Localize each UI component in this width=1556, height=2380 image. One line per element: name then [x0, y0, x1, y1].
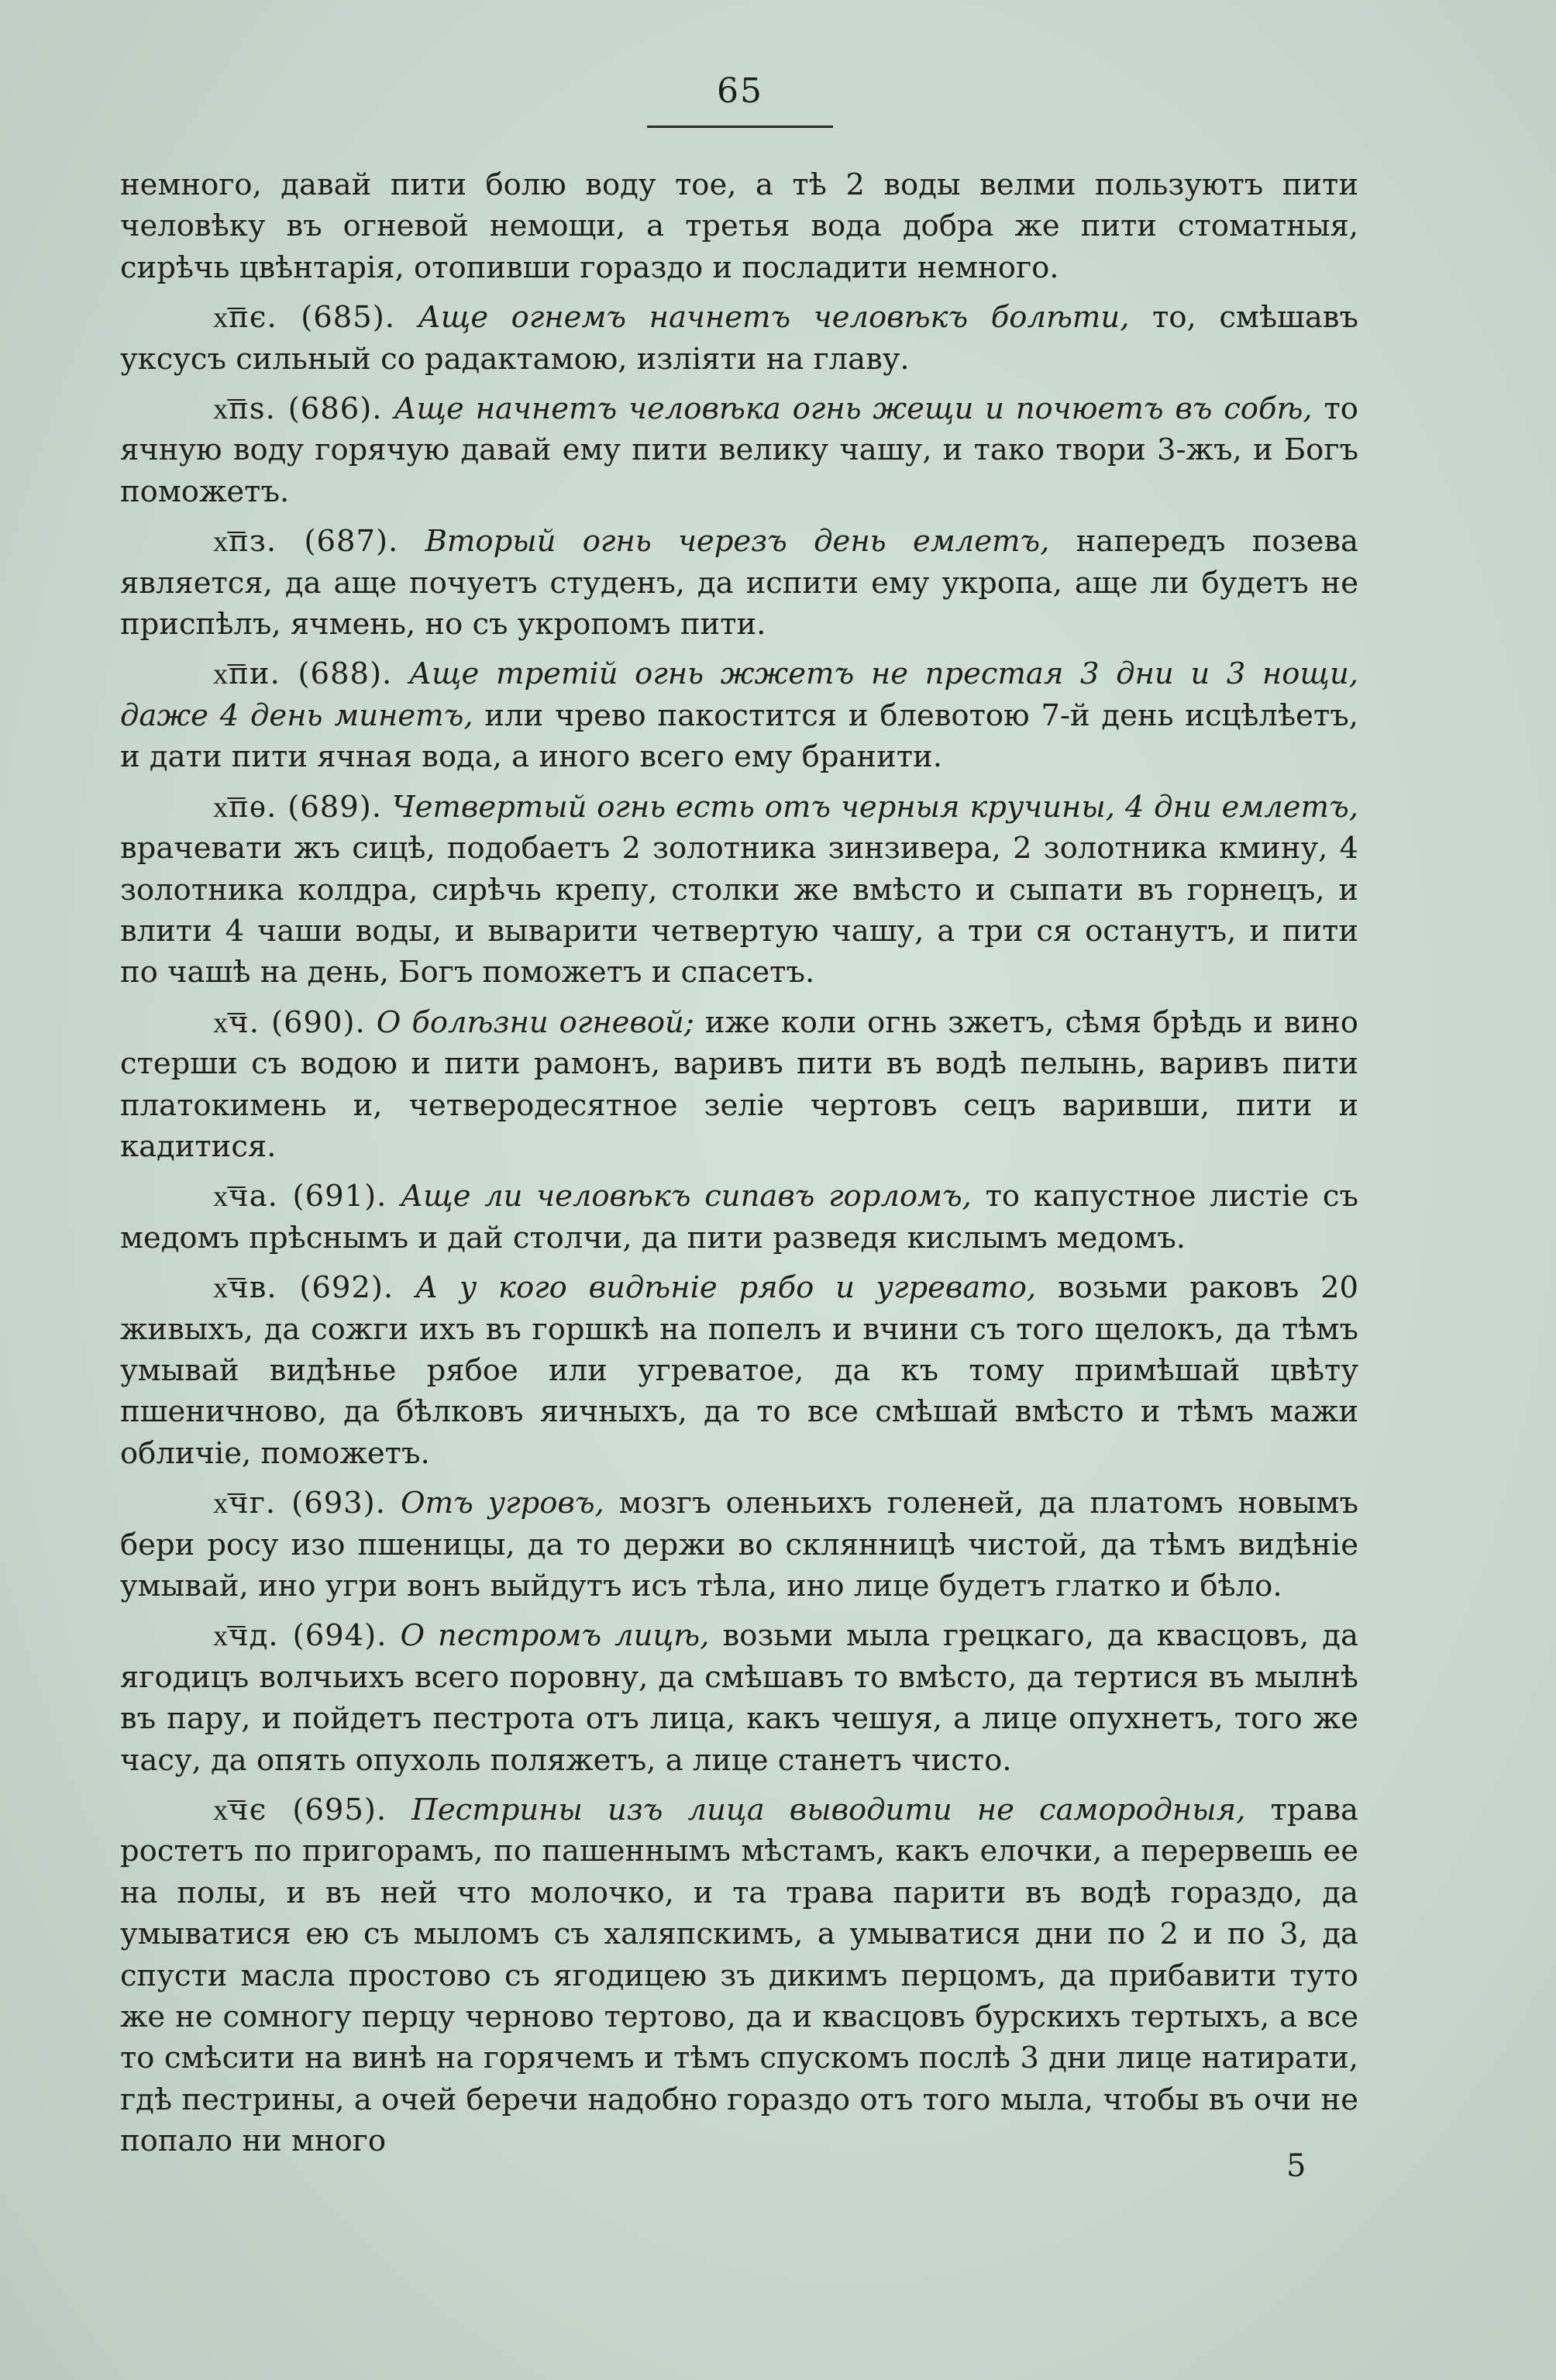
entry-number: х͞чг. (693). — [213, 1486, 386, 1521]
entry-number: х͞пѕ. (686). — [213, 391, 383, 427]
entry-text: то ячную воду горячую давай ему пити велику чашу, и тако твори 3-жъ, и Богъ поможетъ. — [120, 391, 1358, 509]
entry-686 — [120, 388, 1358, 512]
entry-heading: О пестромъ лицѣ, — [400, 1618, 710, 1654]
entry-heading: Вторый огнь черезъ день емлетъ, — [425, 524, 1050, 560]
entry-number: х͞ч. (690). — [213, 1004, 366, 1040]
entry-690 — [120, 1002, 1358, 1168]
entry-685 — [120, 297, 1358, 380]
entry-694 — [120, 1615, 1358, 1781]
entry-number: х͞чв. (692). — [213, 1270, 394, 1306]
entry-693 — [120, 1483, 1358, 1607]
header-rule — [647, 126, 833, 128]
entry-number: х͞пз. (687). — [213, 524, 399, 560]
entry-text: или чрево пакостится и блевотою 7-й день исцѣлѣетъ, и дати пити ячная вода, а иного всего ему бранити. — [120, 697, 1358, 775]
entry-heading: Пестрины изъ лица выводити не самородныя, — [411, 1793, 1246, 1828]
entry-text: трава ростетъ по пригорамъ, по пашеннымъ мѣстамъ, какъ елочки, а перервешь ее на полы, и въ ней что молочко, и та трава парити въ водѣ гораздо, да умыватися ею съ мыломъ съ халяпскимъ, а умыватися дни по 2 и по 3, да спусти масла простово съ ягодицею зъ дикимъ перцомъ, да прибавити туто же не сомногу перцу черново тертово, да и квасцовъ бурскихъ тертыхъ, а все то смѣсити на винѣ на горячемъ и тѣмъ спускомъ послѣ 3 дни лице натирати, гдѣ пестрины, а очей беречи надобно гораздо отъ того мыла, чтобы въ очи не попало ни много — [120, 1793, 1358, 2159]
entry-number: х͞чд. (694). — [213, 1618, 387, 1654]
entry-text: то капустное листіе съ медомъ прѣснымъ и дай столчи, да пити разведя кислымъ медомъ. — [120, 1179, 1358, 1255]
entry-687 — [120, 521, 1358, 645]
entry-heading: Аще третій огнь жжетъ не престая 3 дни и 3 нощи, даже 4 день минетъ, — [120, 656, 1358, 733]
entry-heading: Аще огнемъ начнетъ человѣкъ болѣти, — [418, 300, 1130, 336]
entry-text: мозгъ оленьихъ голеней, да платомъ новымъ бери росу изо пшеницы, да то держи во склянницѣ чистой, да тѣмъ видѣніе умывай, ино угри вонъ выйдутъ исъ тѣла, ино лице будетъ глатко и бѣло. — [120, 1486, 1358, 1603]
entry-688 — [120, 653, 1358, 777]
entry-heading: Аще начнетъ человѣка огнь жещи и почюетъ въ собѣ, — [394, 391, 1313, 427]
entry-text: иже коли огнь зжетъ, сѣмя брѣдь и вино стерши съ водою и пити рамонъ, варивъ пити въ водѣ пелынь, варивъ пити платокимень и, четверодесятное зеліе чертовъ сецъ варивши, пити и кадитися. — [120, 1004, 1358, 1164]
entry-number: х͞чє (695). — [213, 1793, 387, 1828]
entry-number: х͞пѳ. (689). — [213, 789, 383, 825]
entry-text: возьми раковъ 20 живыхъ, да сожги ихъ въ горшкѣ на попелъ и вчини съ того щелокъ, да тѣмъ умывай видѣнье рябое или угреватое, да къ тому примѣшай цвѣту пшеничново, да бѣлковъ яичныхъ, да то все смѣшай вмѣсто и тѣмъ мажи обличіе, поможетъ. — [120, 1270, 1358, 1471]
entry-heading: О болѣзни огневой; — [376, 1004, 694, 1040]
signature-mark: 5 — [1286, 2148, 1306, 2184]
entry-number: х͞пи. (688). — [213, 656, 393, 692]
entry-text: то, смѣшавъ уксусъ сильный со радактамою, изліяти на главу. — [120, 300, 1358, 377]
intro-paragraph: немного, давай пити болю воду тое, а тѣ 2 воды велми пользуютъ пити человѣку въ огневой немощи, а третья вода добра же пити стоматныя, сирѣчь цвѣнтарія, отопивши гораздо и посладити немного. — [120, 167, 1358, 285]
entry-691 — [120, 1176, 1358, 1259]
entry-text: врачевати жъ сицѣ, подобаетъ 2 золотника зинзивера, 2 золотника кмину, 4 золотника колдра, сирѣчь крепу, столки же вмѣсто и сыпати въ горнецъ, и влити 4 чаши воды, и выварити четвертую чашу, а три ся останутъ, и пити по чашѣ на день, Богъ поможетъ и спасетъ. — [120, 831, 1358, 990]
entry-heading: Четвертый огнь есть отъ черныя кручины, 4 дни емлетъ, — [391, 789, 1358, 825]
entry-heading: Аще ли человѣкъ сипавъ горломъ, — [401, 1179, 972, 1214]
page-number: 65 — [717, 71, 763, 111]
body-text — [120, 164, 1358, 2162]
entry-695 — [120, 1789, 1358, 2162]
entry-heading: Отъ угровъ, — [401, 1486, 604, 1521]
entry-number: х͞ча. (691). — [213, 1179, 387, 1214]
entry-689 — [120, 787, 1358, 994]
entry-692 — [120, 1267, 1358, 1474]
entry-heading: А у кого видѣніе рябо и угревато, — [415, 1270, 1037, 1306]
entry-text: возьми мыла грецкаго, да квасцовъ, да ягодицъ волчьихъ всего поровну, да смѣшавъ то вмѣсто, да тертися въ мылнѣ въ пару, и пойдетъ пестрота отъ лица, какъ чешуя, а лице опухнетъ, того же часу, да опять опухоль поляжетъ, а лице станетъ чисто. — [120, 1618, 1358, 1778]
entry-number: х͞пє. (685). — [213, 300, 396, 336]
entry-text: напередъ позева является, да аще почуетъ студенъ, да испити ему укропа, аще ли будетъ не приспѣлъ, ячмень, но съ укропомъ пити. — [120, 524, 1359, 642]
